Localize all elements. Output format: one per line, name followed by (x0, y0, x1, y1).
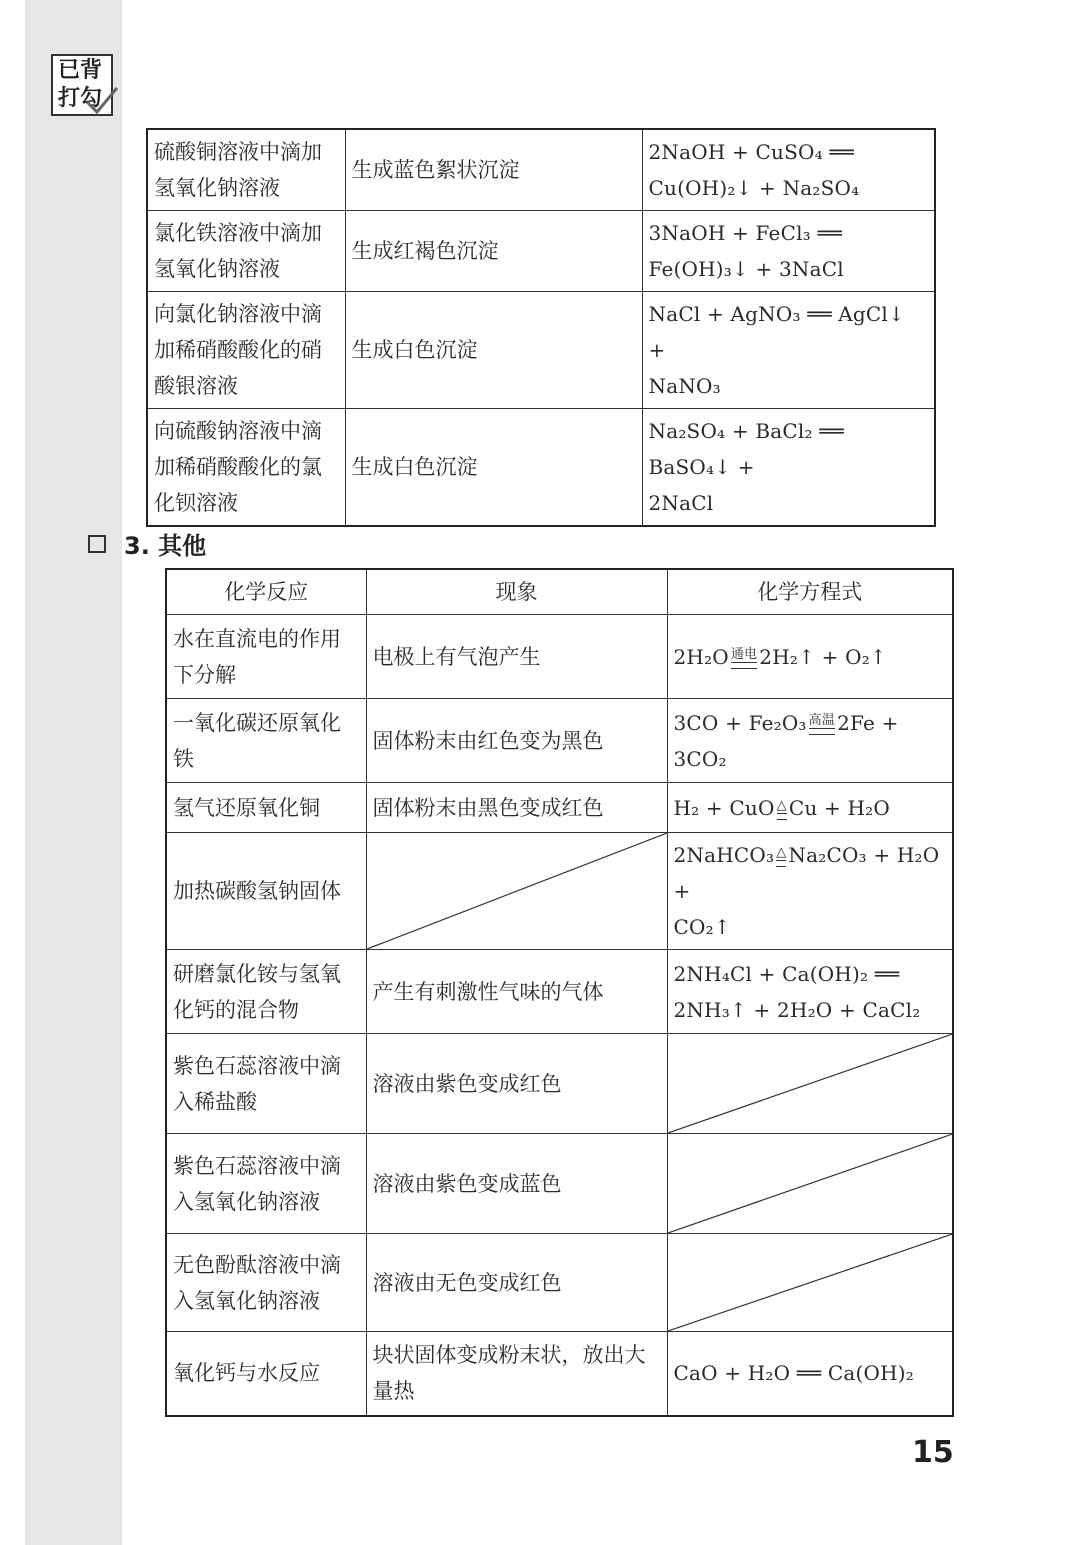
stamp-line-2: 打勾 (58, 86, 103, 111)
table-row (147, 409, 935, 527)
equation-left: 2H₂O (673, 644, 729, 669)
equation-cell (667, 615, 953, 699)
diagonal-strike-icon (668, 1234, 953, 1331)
equation-line: 2NH₃↑ + 2H₂O + CaCl₂ (673, 997, 921, 1022)
table-row (147, 211, 935, 292)
checkbox[interactable] (88, 535, 106, 553)
equation-cell (642, 292, 935, 409)
empty-phenomenon-cell (366, 833, 667, 950)
phenomenon-cell: 块状固体变成粉末状，放出大量热 (366, 1332, 667, 1416)
equation-cell (642, 211, 935, 292)
reaction-condition: △ (776, 845, 787, 860)
table-row (166, 1332, 953, 1416)
phenomenon-cell: 溶液由紫色变成红色 (366, 1034, 667, 1134)
equation-line: 2NaOH + CuSO₄ ══ (648, 140, 854, 164)
equation-line: CO₂↑ (673, 915, 731, 939)
empty-equation-cell (667, 1134, 953, 1234)
reaction-cell: 氢气还原氧化铜 (166, 783, 366, 833)
empty-equation-cell (667, 1234, 953, 1332)
section-heading (88, 526, 206, 561)
equals-bars (731, 662, 757, 669)
equation-cell (667, 833, 953, 950)
reaction-cell: 紫色石蕊溶液中滴入氢氧化钠溶液 (166, 1134, 366, 1234)
table-row (166, 1234, 953, 1332)
equation-right: 2H₂↑ + O₂↑ (759, 644, 887, 669)
checkmark-icon (83, 86, 121, 116)
table-row (166, 1034, 953, 1134)
equation-cell (667, 1332, 953, 1416)
column-header: 化学方程式 (667, 569, 953, 615)
equation-line: 2NaCl (648, 491, 714, 515)
equation-line: 2NH₄Cl + Ca(OH)₂ ══ (673, 961, 900, 986)
reaction-cell: 向氯化钠溶液中滴加稀硝酸酸化的硝酸银溶液 (147, 292, 345, 409)
stamp-line-1: 已背 (58, 58, 103, 83)
diagonal-strike-icon (668, 1034, 953, 1133)
equation-line (674, 837, 947, 909)
equation-cell (642, 129, 935, 211)
phenomenon-cell: 溶液由紫色变成蓝色 (366, 1134, 667, 1234)
phenomenon-cell: 生成白色沉淀 (345, 292, 642, 409)
table-row (166, 699, 953, 783)
equation-line: NaNO₃ (648, 374, 721, 398)
reaction-cell: 加热碳酸氢钠固体 (166, 833, 366, 950)
equation-left: 3CO + Fe₂O₃ (673, 710, 807, 735)
reaction-cell: 一氧化碳还原氧化铁 (166, 699, 366, 783)
checked-stamp[interactable] (51, 54, 113, 116)
column-header: 化学反应 (166, 569, 366, 615)
equation-cell (667, 783, 953, 833)
equation-cell (667, 950, 953, 1034)
equation-right: Cu + H₂O (788, 795, 890, 820)
column-header: 现象 (366, 569, 667, 615)
diagonal-strike-icon (668, 1134, 953, 1233)
table-row (166, 783, 953, 833)
reaction-condition: △ (776, 797, 787, 813)
table-row (166, 615, 953, 699)
equation-left: H₂ + CuO (673, 795, 775, 820)
reaction-cell: 紫色石蕊溶液中滴入稀盐酸 (166, 1034, 366, 1134)
page-number: 15 (912, 1435, 954, 1470)
reaction-arrow (809, 714, 835, 735)
phenomenon-cell: 产生有刺激性气味的气体 (366, 950, 667, 1034)
reaction-cell: 氯化铁溶液中滴加氢氧化钠溶液 (147, 211, 345, 292)
reaction-cell: 硫酸铜溶液中滴加氢氧化钠溶液 (147, 129, 345, 211)
phenomenon-cell: 电极上有气泡产生 (366, 615, 667, 699)
table-header-row (166, 569, 953, 615)
equation-line: CaO + H₂O ══ Ca(OH)₂ (673, 1361, 914, 1386)
reaction-arrow (777, 799, 787, 820)
reaction-cell: 氧化钙与水反应 (166, 1332, 366, 1416)
reaction-cell: 研磨氯化铵与氢氧化钙的混合物 (166, 950, 366, 1034)
reaction-cell: 水在直流电的作用下分解 (166, 615, 366, 699)
reaction-arrow (731, 648, 757, 669)
reaction-condition: 高温 (808, 712, 836, 728)
equation-line: 3NaOH + FeCl₃ ══ (648, 221, 842, 245)
phenomenon-cell: 生成红褐色沉淀 (345, 211, 642, 292)
phenomenon-cell: 固体粉末由红色变为黑色 (366, 699, 667, 783)
phenomenon-cell: 生成蓝色絮状沉淀 (345, 129, 642, 211)
equation-line: Fe(OH)₃↓ + 3NaCl (648, 257, 844, 281)
equals-bars (809, 728, 835, 735)
equation-line: Na₂SO₄ + BaCl₂ ══ BaSO₄↓ + (648, 419, 844, 479)
reaction-table-1 (146, 128, 936, 527)
reaction-cell: 向硫酸钠溶液中滴加稀硝酸酸化的氯化钡溶液 (147, 409, 345, 527)
table-row (166, 833, 953, 950)
equation-left: 2NaHCO₃ (673, 843, 775, 867)
phenomenon-cell: 固体粉末由黑色变成红色 (366, 783, 667, 833)
diagonal-strike-icon (367, 833, 667, 949)
equation-line: NaCl + AgNO₃ ══ AgCl↓ + (648, 302, 905, 362)
empty-equation-cell (667, 1034, 953, 1134)
phenomenon-cell: 生成白色沉淀 (345, 409, 642, 527)
table-row (147, 129, 935, 211)
equals-bars (776, 860, 786, 867)
reaction-arrow (776, 846, 786, 867)
reaction-cell: 无色酚酞溶液中滴入氢氧化钠溶液 (166, 1234, 366, 1332)
table-row (147, 292, 935, 409)
reaction-condition: 通电 (730, 646, 758, 662)
equals-bars (777, 813, 787, 820)
equation-cell (667, 699, 953, 783)
table-row (166, 1134, 953, 1234)
equation-line: Cu(OH)₂↓ + Na₂SO₄ (648, 176, 860, 200)
page-margin-strip (25, 0, 122, 1545)
section-title: 3. 其他 (124, 532, 207, 560)
equation-right: Na₂CO₃ + H₂O + (673, 843, 940, 903)
equation-cell (642, 409, 935, 527)
reaction-table-2 (165, 568, 954, 1417)
phenomenon-cell: 溶液由无色变成红色 (366, 1234, 667, 1332)
equation-right: 2Fe + 3CO₂ (673, 710, 899, 771)
table-row (166, 950, 953, 1034)
